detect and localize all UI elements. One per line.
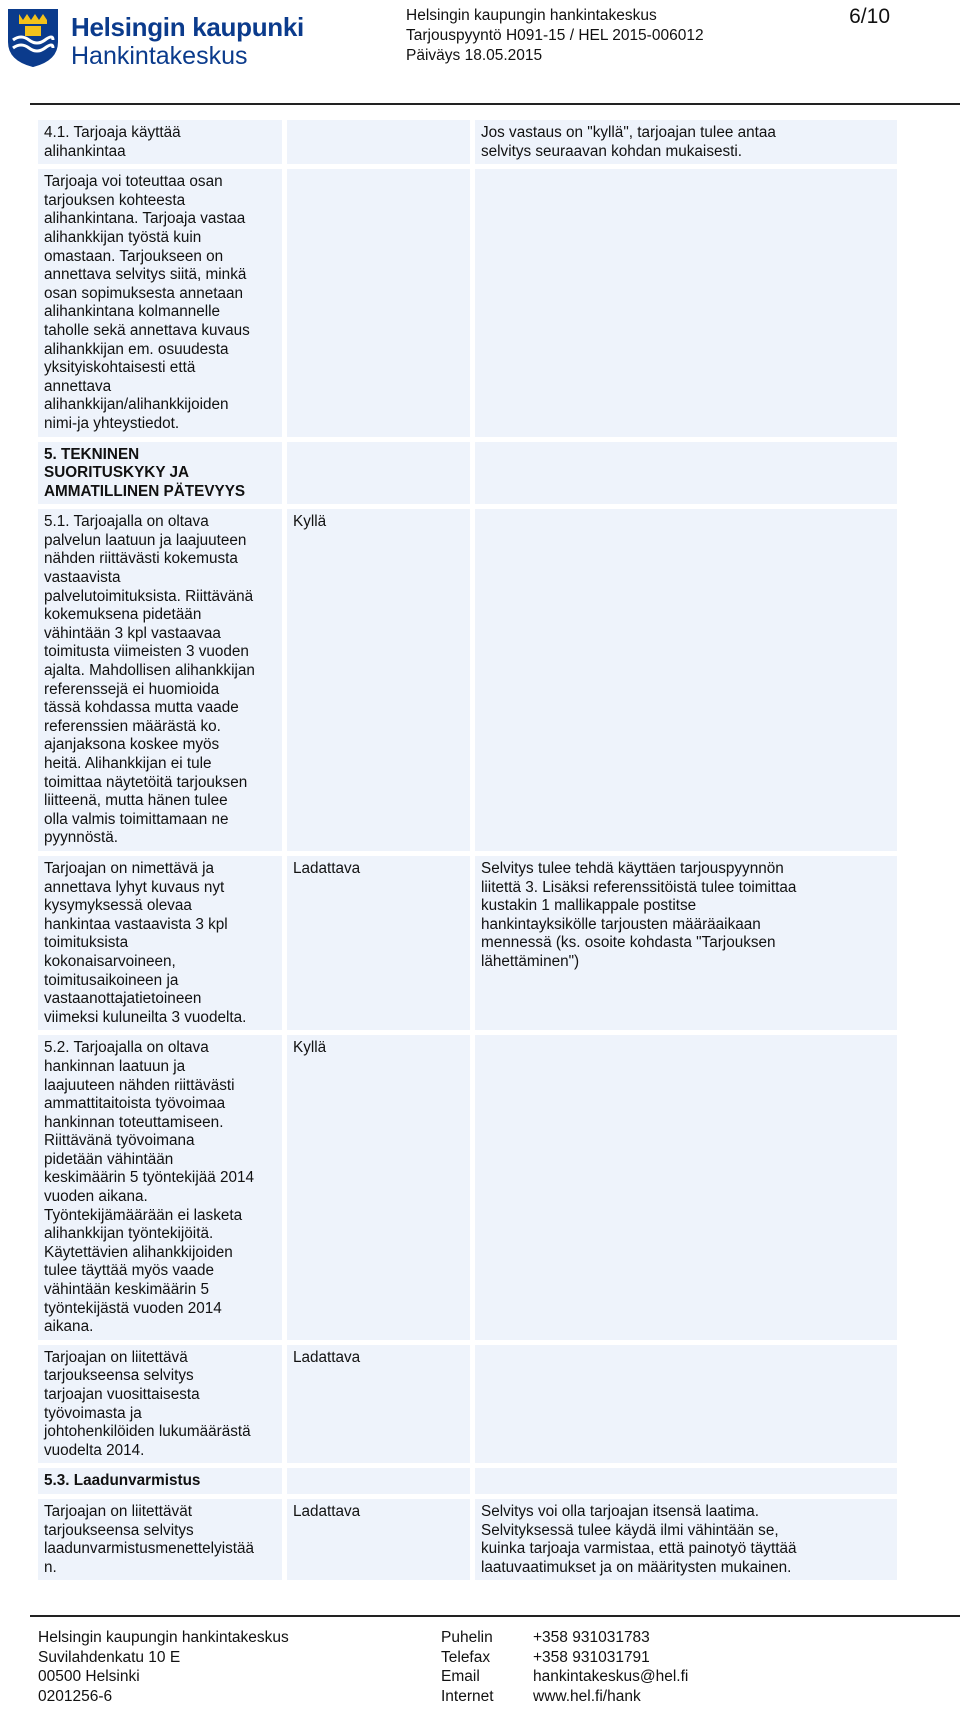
- answer-type-cell: Kyllä: [287, 509, 470, 851]
- table-row: [38, 442, 902, 505]
- footer-label-phone: Puhelin: [441, 1629, 493, 1646]
- footer-label-email: Email: [441, 1668, 480, 1685]
- requirement-cell: 5.2. Tarjoajalla on oltava hankinnan laatuun ja laajuuteen nähden riittävästi ammattitaitoista työvoimaa hankinnan toteuttamiseen. Riittävänä työvoimana pidetään vähintään keskimäärin 5 työntekijää 2014 vuoden aikana. Työntekijämäärään ei lasketa alihankkijan työntekijöitä. Käytettävien alihankkijoiden tulee täyttää myös vaade vähintään keskimäärin 5 työntekijästä vuoden 2014 aikana.: [38, 1035, 282, 1340]
- note-cell: Selvitys voi olla tarjoajan itsensä laatima. Selvityksessä tulee käydä ilmi vähintään se, kuinka tarjoaja varmistaa, että painotyö täyttää laatuvaatimukset ja on määritysten mukainen.: [475, 1499, 897, 1580]
- note-cell: Jos vastaus on "kyllä", tarjoajan tulee antaa selvitys seuraavan kohdan mukaisesti.: [475, 120, 897, 164]
- table-row: [38, 856, 902, 1030]
- requirement-cell: 5. TEKNINEN SUORITUSKYKY JA AMMATILLINEN PÄTEVYYS: [38, 442, 282, 505]
- note-cell: [475, 1035, 897, 1340]
- logo: [5, 6, 304, 70]
- note-cell: [475, 1468, 897, 1494]
- answer-type-cell: Ladattava: [287, 1499, 470, 1580]
- table-row: [38, 169, 902, 436]
- footer-phone: +358 931031783: [533, 1629, 650, 1646]
- helsinki-crest-icon: [5, 6, 61, 68]
- page-header: [0, 0, 960, 104]
- answer-type-cell: Ladattava: [287, 856, 470, 1030]
- footer-org: Helsingin kaupungin hankintakeskus: [38, 1629, 289, 1646]
- footer-city: 00500 Helsinki: [38, 1668, 140, 1685]
- table-row: [38, 1468, 902, 1494]
- footer-values: [533, 1628, 688, 1706]
- footer-fax: +358 931031791: [533, 1648, 650, 1666]
- note-cell: [475, 169, 897, 436]
- note-cell: [475, 442, 897, 505]
- header-info: [406, 6, 704, 66]
- answer-type-cell: [287, 1468, 470, 1494]
- requirement-cell: 5.1. Tarjoajalla on oltava palvelun laatuun ja laajuuteen nähden riittävästi kokemusta vastaavista palvelutoimituksista. Riittävänä kokemuksena pidetään vähintään 3 kpl vastaavaa toimitusta viimeisten 3 vuoden ajalta. Mahdollisen alihankkijan referenssejä ei huomioida tässä kohdassa mutta vaade referenssien määrästä ko. ajanjaksona koskee myös heitä. Alihankkijan ei tule toimittaa näytetöitä tarjouksen liitteenä, mutta hänen tulee olla valmis toimittamaan ne pyynnöstä.: [38, 509, 282, 851]
- footer-street: Suvilahdenkatu 10 E: [38, 1648, 181, 1666]
- requirement-cell: Tarjoajan on liitettävä tarjoukseensa selvitys tarjoajan vuosittaisesta työvoimasta ja johtohenkilöiden lukumäärästä vuodelta 2014.: [38, 1345, 282, 1464]
- table-row: [38, 120, 902, 164]
- note-cell: [475, 509, 897, 851]
- footer-email[interactable]: hankintakeskus@hel.fi: [533, 1668, 689, 1685]
- footer-address: [38, 1628, 289, 1706]
- requirement-cell: Tarjoaja voi toteuttaa osan tarjouksen kohteesta alihankintana. Tarjoaja vastaa alihankkijan työstä kuin omastaan. Tarjoukseen on annettava selvitys siitä, minkä osan sopimuksesta annetaan alihankintana kolmannelle taholle sekä annettava kuvaus alihankkijan em. osuudesta yksityiskohtaisesti että annettava alihankkijan/alihankkijoiden nimi-ja yhteystiedot.: [38, 169, 282, 436]
- table-row: [38, 509, 902, 851]
- answer-type-cell: [287, 120, 470, 164]
- header-org: Helsingin kaupungin hankintakeskus: [406, 7, 657, 24]
- header-divider: [30, 103, 960, 105]
- note-cell: Selvitys tulee tehdä käyttäen tarjouspyynnön liitettä 3. Lisäksi referenssitöistä tulee toimittaa kustakin 1 mallikappale postitse hankintayksikölle tarjousten määräaikaan mennessä (ks. osoite kohdasta "Tarjouksen lähettäminen"): [475, 856, 897, 1030]
- logo-line1: Helsingin kaupunki: [71, 12, 304, 42]
- answer-type-cell: Ladattava: [287, 1345, 470, 1464]
- table-row: [38, 1499, 902, 1580]
- requirement-cell: Tarjoajan on liitettävät tarjoukseensa selvitys laadunvarmistusmenettelyistää n.: [38, 1499, 282, 1580]
- footer-label-fax: Telefax: [441, 1648, 491, 1666]
- logo-line2: Hankintakeskus: [71, 42, 248, 70]
- answer-type-cell: Kyllä: [287, 1035, 470, 1340]
- note-cell: [475, 1345, 897, 1464]
- table-row: [38, 1345, 902, 1464]
- answer-type-cell: [287, 442, 470, 505]
- header-date: Päiväys 18.05.2015: [406, 47, 543, 64]
- footer-business-id: 0201256-6: [38, 1687, 113, 1705]
- footer-divider: [30, 1615, 960, 1617]
- footer-labels: [441, 1628, 494, 1706]
- header-ref: Tarjouspyyntö H091-15 / HEL 2015-006012: [406, 27, 704, 44]
- page-number: 6/10: [849, 5, 890, 28]
- footer-website[interactable]: www.hel.fi/hank: [533, 1687, 641, 1705]
- requirement-cell: 4.1. Tarjoaja käyttää alihankintaa: [38, 120, 282, 164]
- requirement-cell: 5.3. Laadunvarmistus: [38, 1468, 282, 1494]
- footer-label-internet: Internet: [441, 1687, 494, 1705]
- requirement-cell: Tarjoajan on nimettävä ja annettava lyhyt kuvaus nyt kysymyksessä olevaa hankintaa vastaavista 3 kpl toimituksista kokonaisarvoineen, toimitusaikoineen ja vastaanottajatietoineen viimeksi kuluneilta 3 vuodelta.: [38, 856, 282, 1030]
- table-row: [38, 1035, 902, 1340]
- requirements-table: [38, 120, 902, 1585]
- answer-type-cell: [287, 169, 470, 436]
